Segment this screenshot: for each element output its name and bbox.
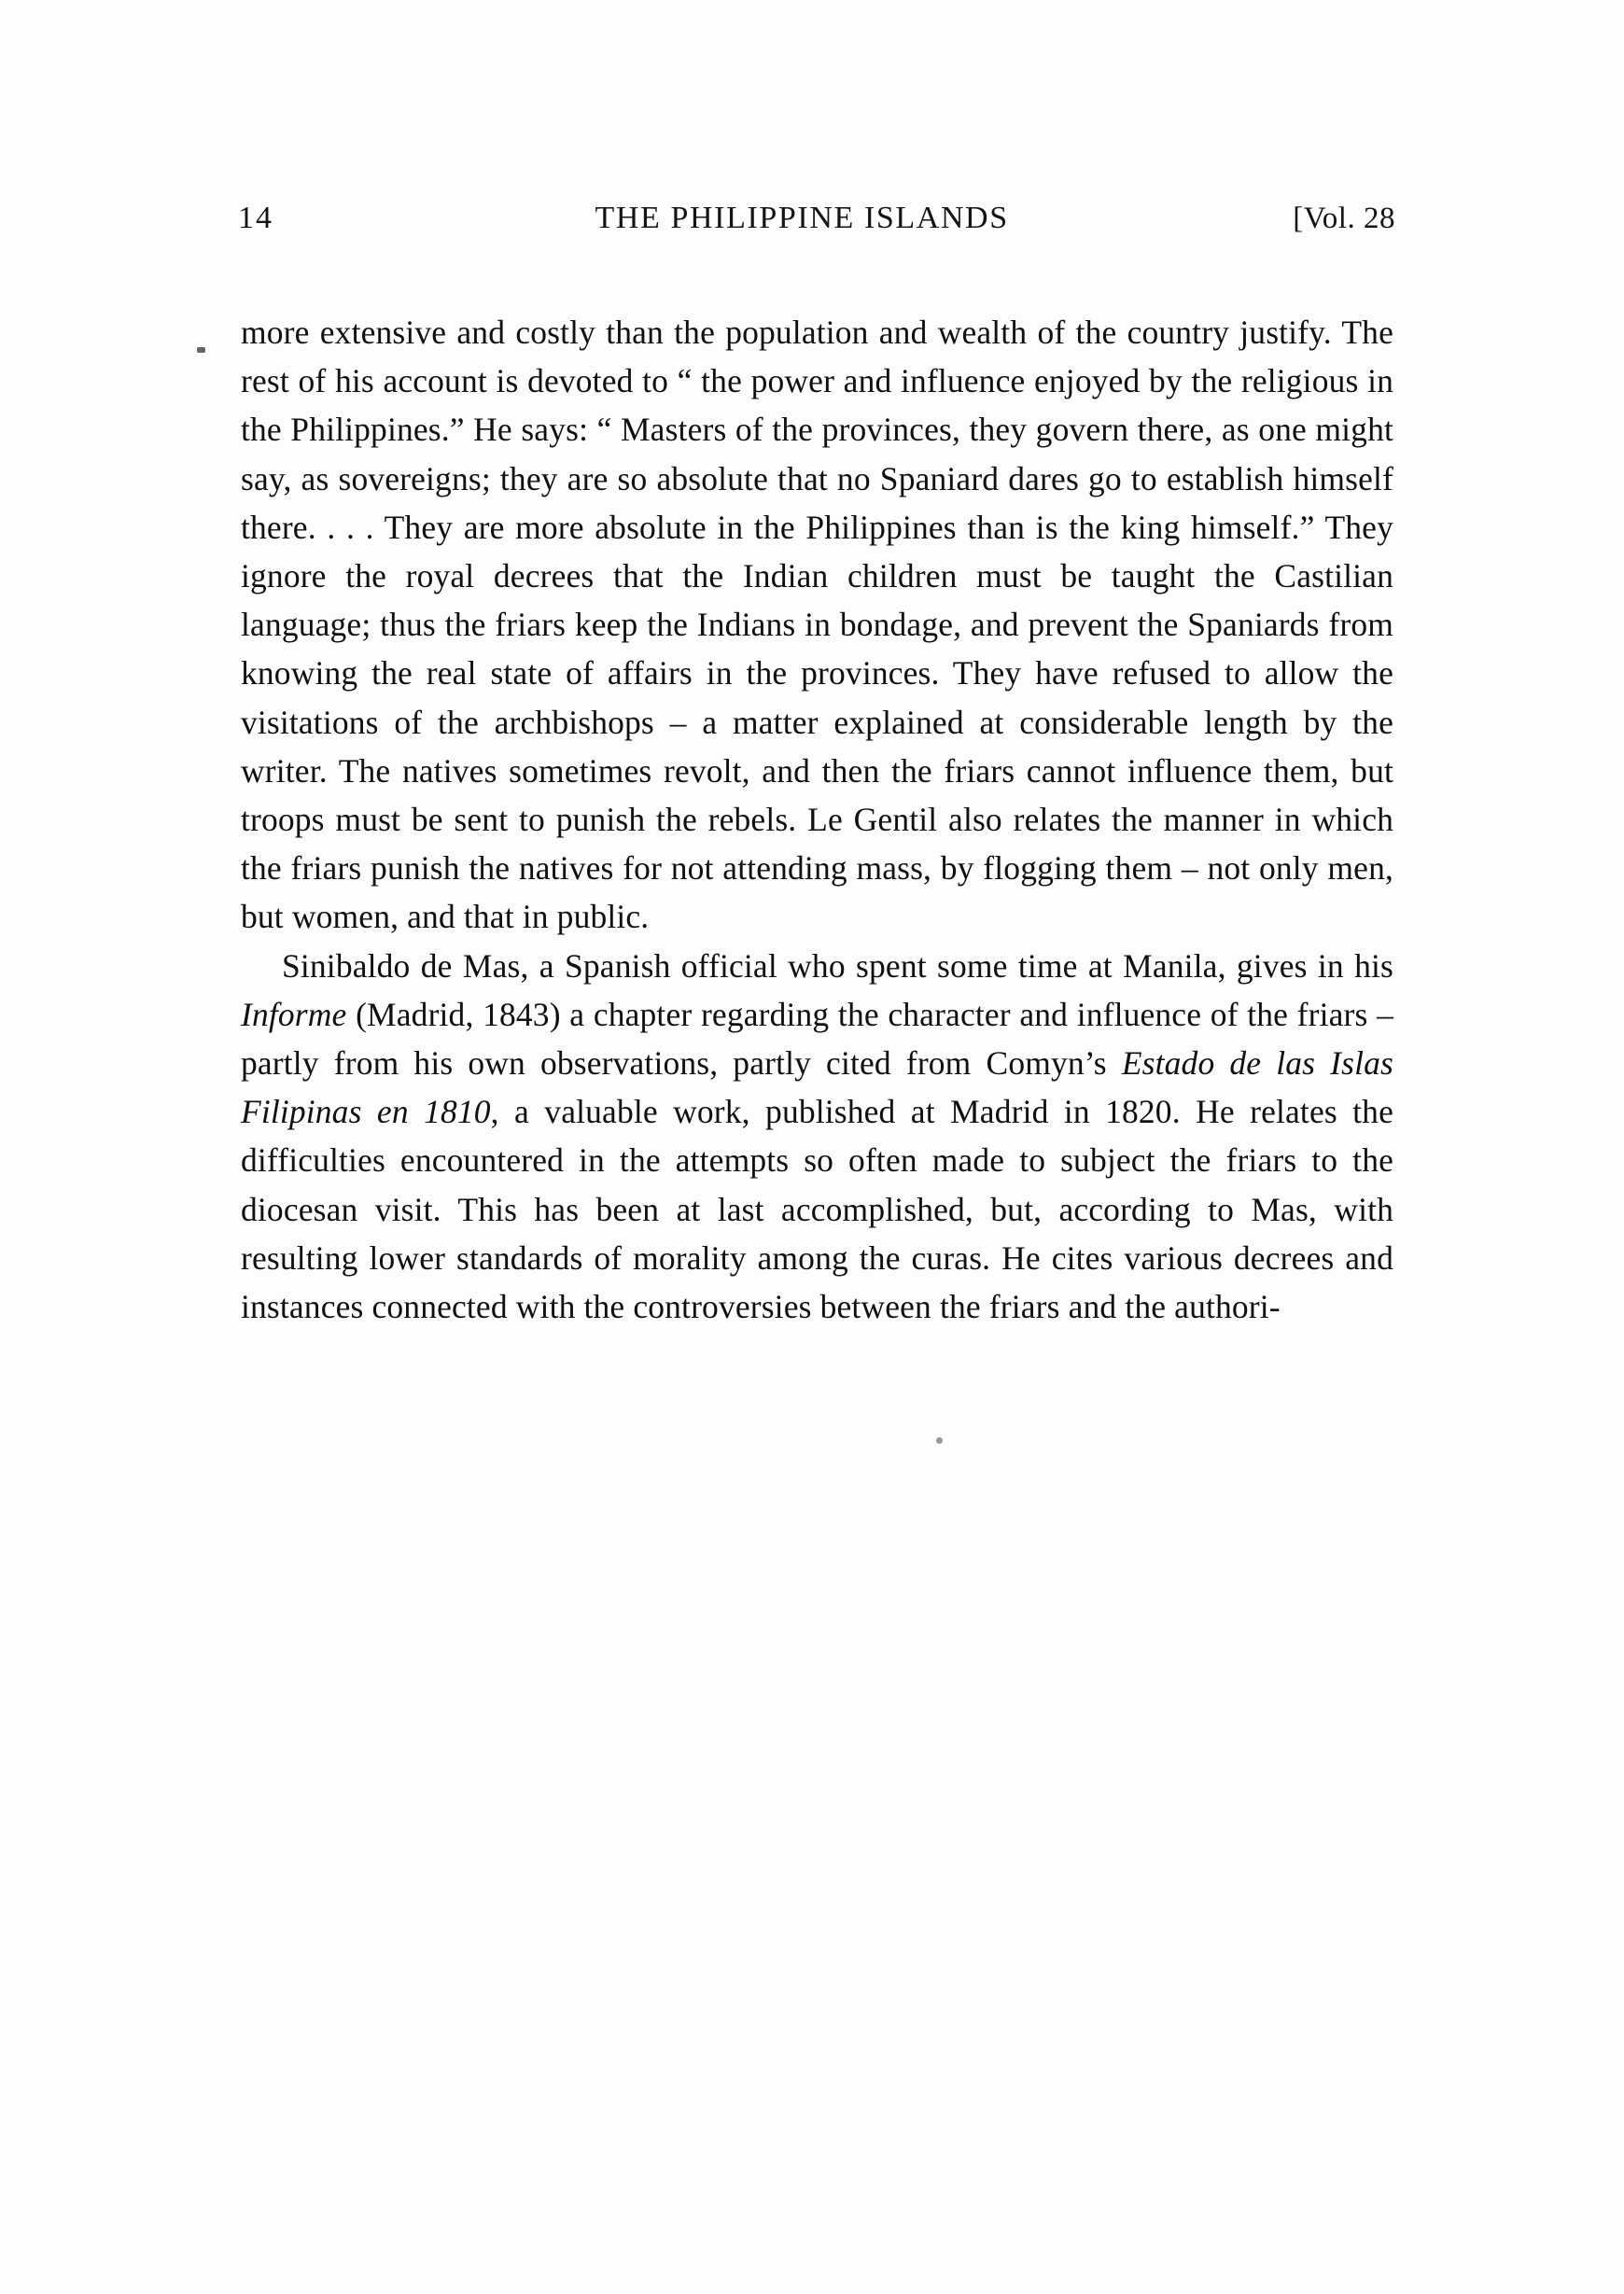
ink-speck-left-margin — [197, 347, 205, 353]
paragraph-1: more extensive and costly than the population and wealth of the country justify. The rest of his account is devoted to “ the power and influence enjoyed by the religious in the Philippines.” He says: “ Masters of the provinces, they govern there, as one might say, as sovereigns; they are so absolute that no Spaniard dares go to establish himself there. . . . They are more absolute in the Philippines than is the king himself.” They ignore the royal decrees that the Indian children must be taught the Castilian language; thus the friars keep the Indians in bondage, and prevent the Spaniards from knowing the real state of affairs in the provinces. They have refused to allow the visitations of the archbishops – a matter explained at considerable length by the writer. The natives sometimes revolt, and then the friars cannot influence them, but troops must be sent to punish the rebels. Le Gentil also relates the manner in which the friars punish the natives for not attending mass, by flogging them – not only men, but women, and that in public. — [241, 314, 1393, 936]
page-number-left: 14 — [238, 201, 273, 235]
text-run: Sinibaldo de Mas, a Spanish official who spent some time at Manila, gives in his — [282, 946, 1393, 985]
text-run: , a valuable work, published at Madrid in 1820. He relates the difficulties encountered in the attempts so often made to subject the friars to the diocesan visit. This has been at last accomplished, but, according to Mas, with resulting lower standards of morality among the curas. He cites various decrees and instances connected with the controversies between the friars and the authori- — [241, 1093, 1393, 1326]
text-run: (Madrid, 1843) a chapter regarding the character and influence of the friars – partly from his own observations, partly cited from Comyn’s — [241, 995, 1393, 1083]
page-header — [238, 201, 1395, 236]
italic-title: Informe — [241, 995, 347, 1033]
ink-speck-mid-column — [936, 1437, 943, 1444]
body-text-column — [241, 308, 1393, 1331]
volume-label: [Vol. 28 — [1293, 202, 1395, 235]
italic-title: Estado de las Islas Filipinas en 1810 — [241, 1044, 1393, 1131]
paragraph-2 — [241, 942, 1393, 1332]
running-head-title: THE PHILIPPINE ISLANDS — [595, 201, 1009, 235]
